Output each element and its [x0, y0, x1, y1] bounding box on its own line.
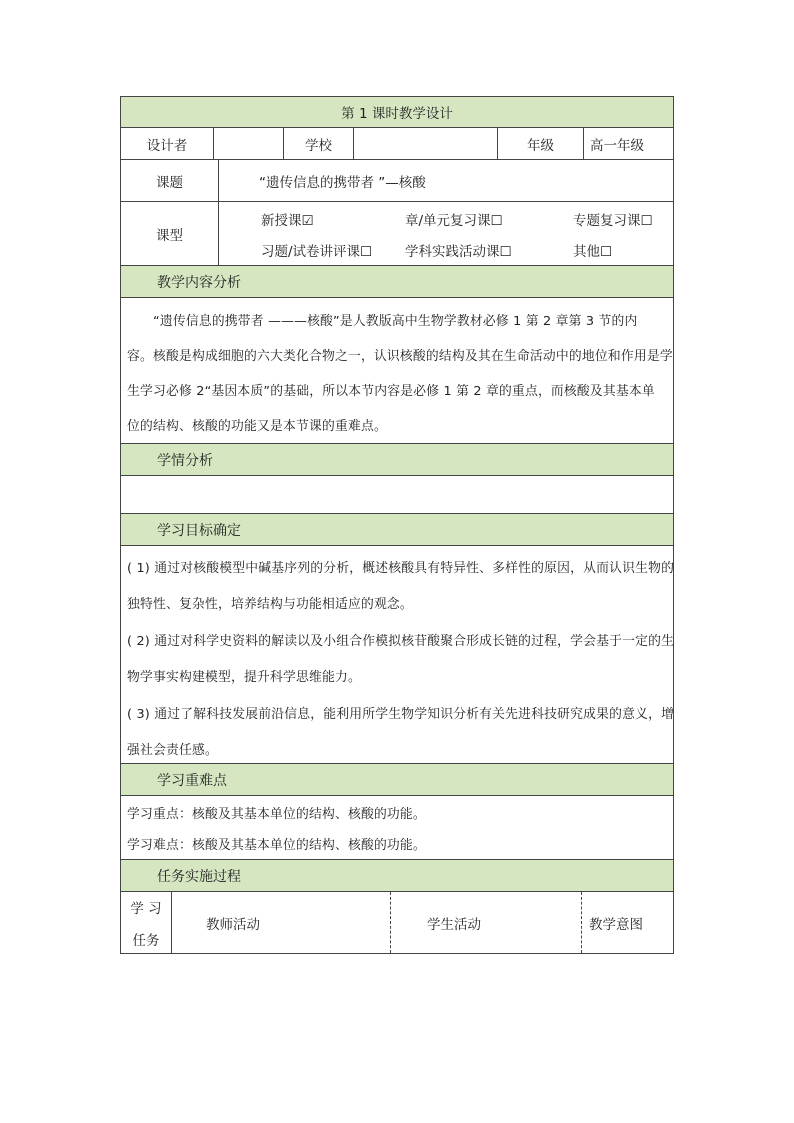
lesson-type-options: [218, 202, 673, 265]
process-columns-row: [120, 892, 674, 954]
designer-field: [213, 128, 283, 159]
page-title: 第 1 课时教学设计: [341, 106, 453, 122]
objective-line: 独特性、复杂性，培养结构与功能相适应的观念。: [127, 597, 413, 612]
task-header-line1: 学 习: [130, 900, 162, 917]
school-label: 学校: [283, 128, 353, 159]
task-header-line2: 任务: [132, 932, 160, 949]
paragraph-line: 容。核酸是构成细胞的六大类化合物之一，认识核酸的结构及其在生命活动中的地位和作用是学: [127, 349, 673, 364]
option-practice-activity[interactable]: 学科实践活动课☐: [405, 244, 512, 260]
grade-label: 年级: [497, 128, 583, 159]
lesson-type-row: [120, 202, 674, 266]
student-column-header: 学生活动: [390, 892, 581, 953]
info-row: [120, 128, 674, 160]
option-other[interactable]: 其他☐: [573, 244, 613, 260]
key-points-body: [120, 796, 674, 860]
topic-row: [120, 160, 674, 202]
option-unit-review[interactable]: 章/单元复习课☐: [405, 213, 503, 229]
intent-column-header: 教学意图: [581, 892, 675, 953]
learner-analysis-header: [120, 444, 674, 476]
topic-value: “遗传信息的携带者 ”—核酸: [218, 160, 673, 201]
grade-value: 高一年级: [583, 128, 675, 159]
option-topic-review[interactable]: 专题复习课☐: [573, 213, 653, 229]
designer-label: 设计者: [146, 137, 188, 154]
section-heading: 教学内容分析: [157, 274, 241, 291]
teacher-column-header: 教师活动: [171, 892, 390, 953]
task-column-header: [121, 892, 171, 953]
learner-analysis-body: [120, 476, 674, 514]
process-header: [120, 860, 674, 892]
lesson-type-label: 课型: [156, 227, 183, 244]
option-exercise-review[interactable]: 习题/试卷讲评课☐: [261, 244, 373, 260]
objective-line: ( 3) 通过了解科技发展前沿信息，能利用所学生物学知识分析有关先进科技研究成果的意义，增: [127, 707, 675, 722]
section-heading: 学习目标确定: [157, 522, 241, 539]
key-points-header: [120, 764, 674, 796]
option-new-lesson[interactable]: 新授课☑: [261, 213, 314, 229]
objective-line: ( 2) 通过对科学史资料的解读以及小组合作模拟核苷酸聚合形成长链的过程，学会基于一定的生: [127, 634, 675, 649]
section-heading: 任务实施过程: [157, 868, 241, 885]
school-field: [353, 128, 497, 159]
section-heading: 学习重难点: [157, 772, 227, 789]
objectives-body: [120, 546, 674, 764]
objective-line: ( 1) 通过对核酸模型中碱基序列的分析，概述核酸具有特异性、多样性的原因，从而认识生物的: [127, 561, 675, 576]
key-difficulty: 学习难点：核酸及其基本单位的结构、核酸的功能。: [127, 838, 426, 853]
objective-line: 物学事实构建模型，提升科学思维能力。: [127, 670, 361, 685]
section-heading: 学情分析: [157, 452, 213, 469]
paragraph-line: “遗传信息的携带者 ———核酸”是人教版高中生物学教材必修 1 第 2 章第 3 节的内: [153, 314, 638, 329]
objectives-header: [120, 514, 674, 546]
topic-label: 课题: [156, 174, 183, 191]
paragraph-line: 生学习必修 2“基因本质”的基础，所以本节内容是必修 1 第 2 章的重点，而核酸及其基本单: [127, 384, 655, 399]
paragraph-line: 位的结构、核酸的功能又是本节课的重难点。: [127, 419, 387, 434]
content-analysis-body: [120, 298, 674, 444]
title-row: [120, 96, 674, 128]
key-focus: 学习重点：核酸及其基本单位的结构、核酸的功能。: [127, 807, 426, 822]
content-analysis-header: [120, 266, 674, 298]
objective-line: 强社会责任感。: [127, 743, 218, 758]
